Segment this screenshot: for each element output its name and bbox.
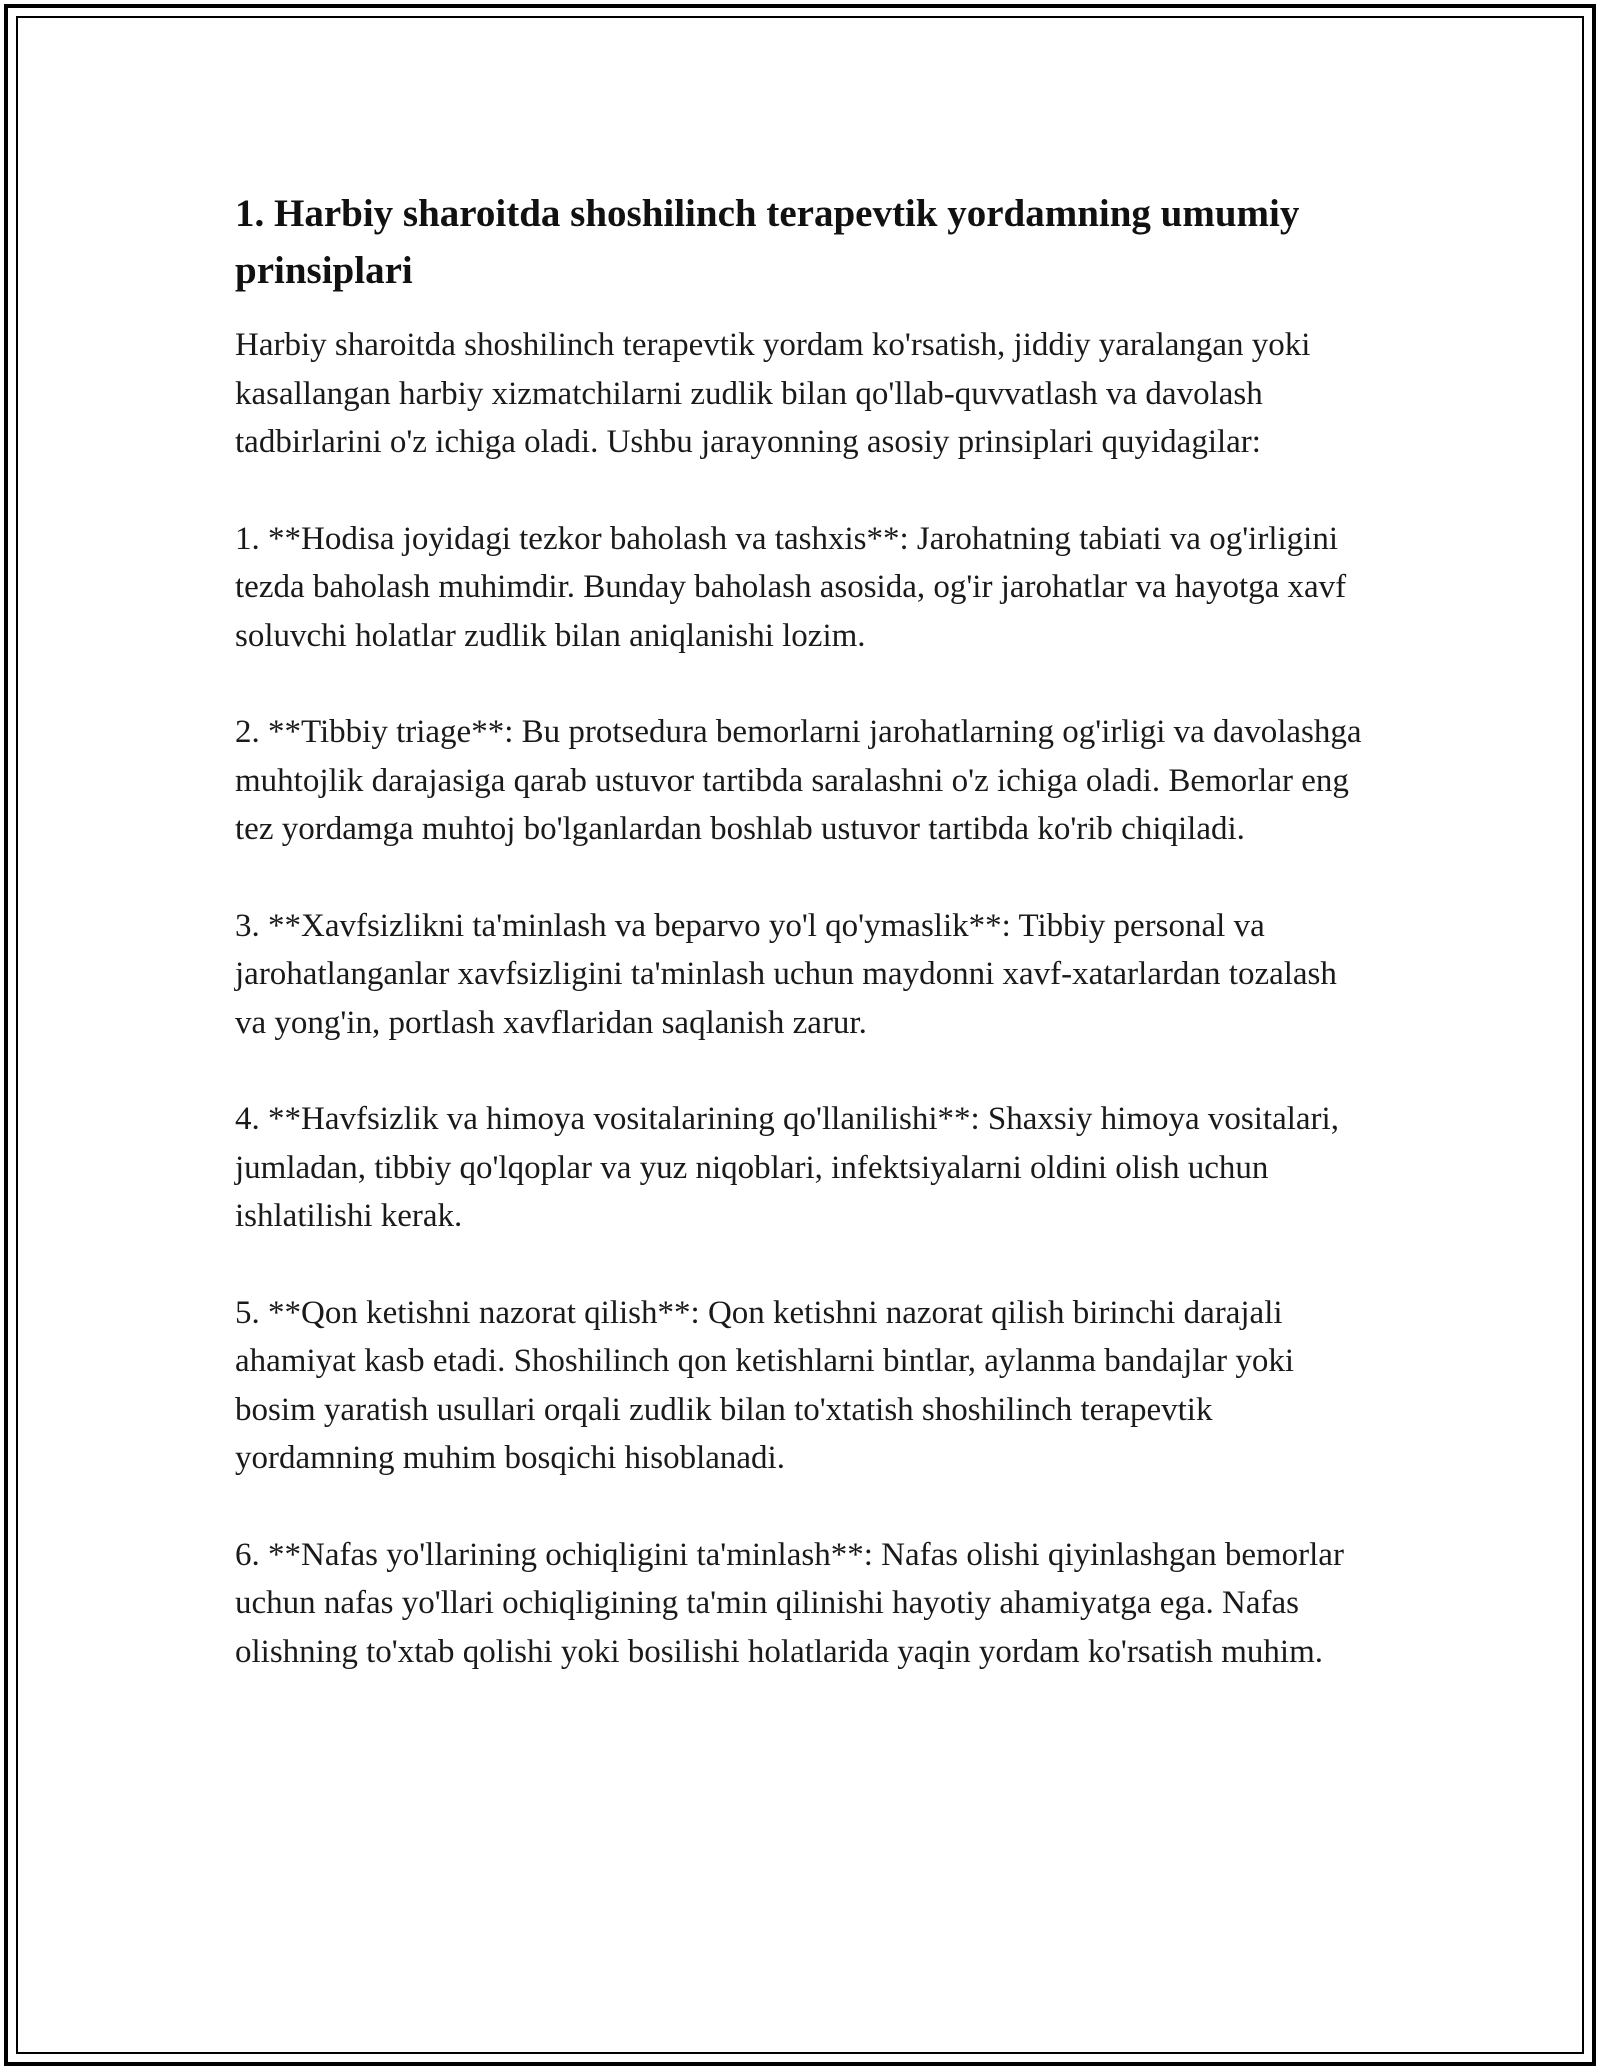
section-title: 1. Harbiy sharoitda shoshilinch terapevtik yordamning umumiy prinsiplari — [235, 192, 1300, 292]
list-item-3: 3. **Xavfsizlikni ta'minlash va beparvo yo'l qo'ymaslik**: Tibbiy personal va jarohatlanganlar xavfsizligini ta'minlash uchun maydonni xavf-xatarlardan tozalash va yong'in, portlash xavflaridan saqlanish zarur. — [235, 907, 1346, 1041]
list-item-2: 2. **Tibbiy triage**: Bu protsedura bemorlarni jarohatlarning og'irligi va davolashga muhtojlik darajasiga qarab ustuvor tartibda saralashni o'z ichiga oladi. Bemorlar eng tez yordamga muhtoj bo'lganlardan boshlab ustuvor tartibda ko'rib chiqiladi. — [235, 714, 1370, 847]
list-item-6: 6. **Nafas yo'llarining ochiqligini ta'minlash**: Nafas olishi qiyinlashgan bemorlar uchun nafas yo'llari ochiqligining ta'min qilinishi hayotiy ahamiyatga ega. Nafas olishning to'xtab qolishi yoki bosilishi holatlarida yaqin yordam ko'rsatish muhim. — [235, 1536, 1353, 1670]
list-item-5: 5. **Qon ketishni nazorat qilish**: Qon ketishni nazorat qilish birinchi darajali ahamiyat kasb etadi. Shoshilinch qon ketishlarni bintlar, aylanma bandajlar yoki bosim yaratish usullari orqali zudlik bilan to'xtatish shoshilinch terapevtik yordamning muhim bosqichi hisoblanadi. — [235, 1294, 1303, 1476]
document-body — [235, 185, 1370, 1724]
intro-paragraph: Harbiy sharoitda shoshilinch terapevtik yordam ko'rsatish, jiddiy yaralangan yoki kasallangan harbiy xizmatchilarni zudlik bilan qo'llab-quvvatlash va davolash tadbirlarini o'z ichiga oladi. Ushbu jarayonning asosiy prinsiplari quyidagilar: — [235, 327, 1319, 460]
list-item-1: 1. **Hodisa joyidagi tezkor baholash va tashxis**: Jarohatning tabiati va og'irligini tezda baholash muhimdir. Bunday baholash asosida, og'ir jarohatlar va hayotga xavf soluvchi holatlar zudlik bilan aniqlanishi lozim. — [235, 520, 1355, 654]
list-item-4: 4. **Havfsizlik va himoya vositalarining qo'llanilishi**: Shaxsiy himoya vositalari, jumladan, tibbiy qo'lqoplar va yuz niqoblari, infektsiyalarni oldini olish uchun ishlatilishi kerak. — [235, 1101, 1348, 1234]
